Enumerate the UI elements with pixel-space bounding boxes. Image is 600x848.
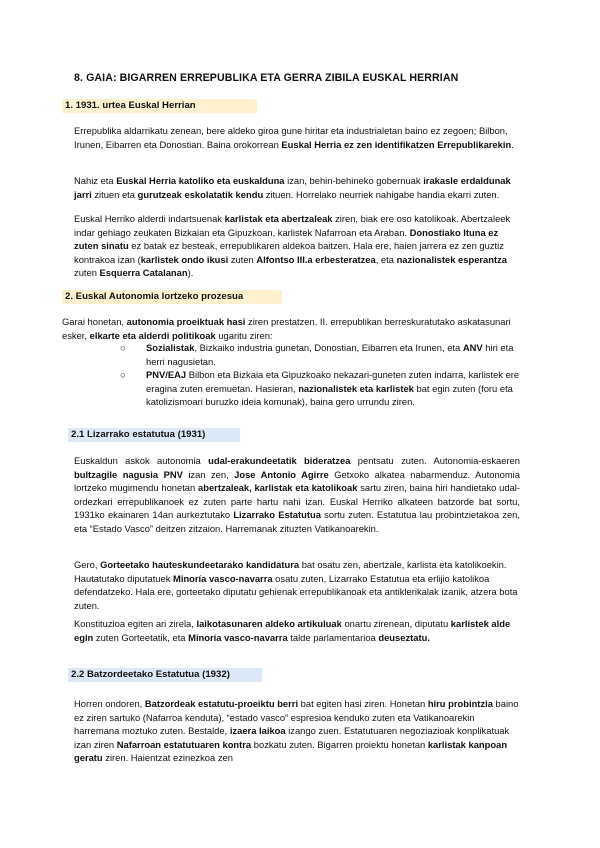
s2-paragraph-1: Garai honetan, autonomia proeiktuak hasi ziren prestatzen. II. errepublikan berreskuratutako askatasunari esker, elkarte eta alderdi politikoak ugaritu ziren: <box>62 316 511 341</box>
s21-paragraph-3: Konstituzioa egiten ari zirela, laikotasunaren aldeko artikuluak onartu zirenean, diputatu karlistek alde egin zuten Gorteetatik, eta Minoría vasco-navarra talde parlamentarioa deuseztatu. <box>74 618 511 643</box>
list-item: ○ Sozialistak, Bizkaiko industria gunetan, Donostian, Eibarren eta Irunen, eta ANV hiri eta herri nagusietan. <box>120 342 514 367</box>
s1-paragraph-2: Nahiz eta Euskal Herria katoliko eta euskalduna izan, behin-behineko gobernuak irakasle erdaldunak jarri zituen eta gurutzeak eskolatatik kendu zituen. Horrelako neurriek nahigabe handia ekarri zuten. <box>74 175 511 200</box>
page-title: 8. GAIA: BIGARREN ERREPUBLIKA ETA GERRA ZIBILA EUSKAL HERRIAN <box>74 72 459 84</box>
section-2-heading: 2. Euskal Autonomia lortzeko prozesua <box>62 290 282 304</box>
section-2-1-heading: 2.1 Lizarrako estatutua (1931) <box>68 428 240 442</box>
s22-paragraph-1: Horren ondoren, Batzordeak estatutu-proeiktu berri bat egiten hasi ziren. Honetan hiru probintzia baino ez ziren sartuko (Nafarroa kenduta), “estado vasco” espresioa kenduko zuten eta Vatikanoarekin harremana moztuko zuten. Bestalde, izaera laikoa izango zuen. Estatutuaren negoziazioak konplikatuak izan ziren Nafarroan estatutuaren kontra bozkatu zuten. Bigarren proiektu honetan karlistak kanpoan geratu ziren. Haientzat ezinezkoa zen <box>74 698 519 764</box>
section-1-heading: 1. 1931. urtea Euskal Herrian <box>62 99 257 113</box>
s1-paragraph-1: Errepublika aldarrikatu zenean, bere aldeko giroa gune hiritar eta industrialetan baino ez zegoen; Bilbon, Irunen, Eibarren eta Donostian. Baina orokorrean Euskal Herria ez zen identifikatzen Errepublikarekin. <box>74 125 514 150</box>
bullet-circle-icon: ○ <box>120 342 126 353</box>
s21-paragraph-2: Gero, Gorteetako hauteskundeetarako kandidatura bat osatu zen, abertzale, karlista eta katolikoekin. Hautatutako diputatuek Minoría vasco-navarra osatu zuten, Lizarrako Estatutua eta erlijio katolikoa defendatzeko. Hala ere, gorteetako diputatu gehienak errepublikanoak eta antiklerikalak izanik, atzera bota zuten. <box>74 559 518 611</box>
bullet-circle-icon: ○ <box>120 369 126 381</box>
s21-paragraph-1: Euskaldun askok autonomia udal-erakundeetatik bideratzea pentsatu zuten. Autonomia-eskaeren bultzagile nagusia PNV izan zen, Jose Antonio Agirre Getxoko alkatea nabarmenduz. Autonomia lortzeko mugimendu honetan abertzaleak, karlistak eta katolikoak sartu ziren, baina hiri handietako udal-ordezkari errepublikanoek ez zuten parte hartu nahi izan. Euskal Herriko alkateen batzorde bat sortu, 1931ko ekainaren 14an aurkeztutako Lizarrako Estatutua sortu zuten. Estatutua lau probintzietakoa zen, eta “Estado Vasco” deitzen zitzaion. Harremanak zituzten Vatikanoarekin. <box>74 455 520 534</box>
s1-paragraph-3: Euskal Herriko alderdi indartsuenak karlistak eta abertzaleak ziren, biak ere oso katolikoak. Abertzaleek indar gehiago zeukaten Bizkaian eta Gipuzkoan, karlistek Nafarroan eta Araban. Donostiako Ituna ez zuten sinatu ez batak ez besteak, errepublikaren aldekoa baitzen. Hala ere, haien jarrera ez zen guztiz kontrakoa izan (karlistek ondo ikusi zuten Alfontso III.a erbesteratzea, eta nazionalistek esperantza zuten Esquerra Catalanan). <box>74 213 511 279</box>
section-2-2-heading: 2.2 Batzordeetako Estatutua (1932) <box>68 668 262 682</box>
party-list <box>120 341 524 409</box>
list-item: ○ PNV/EAJ Bilbon eta Bizkaia eta Gipuzkoako nekazari-guneten zuten indarra, karlistek ere eragina zuten eremuetan. Hasieran, nazionalistek eta karlistek bat egin zuten (foru eta katolizismoari buruzko ideia komunak), baina gero urrundu ziren. <box>120 369 520 408</box>
